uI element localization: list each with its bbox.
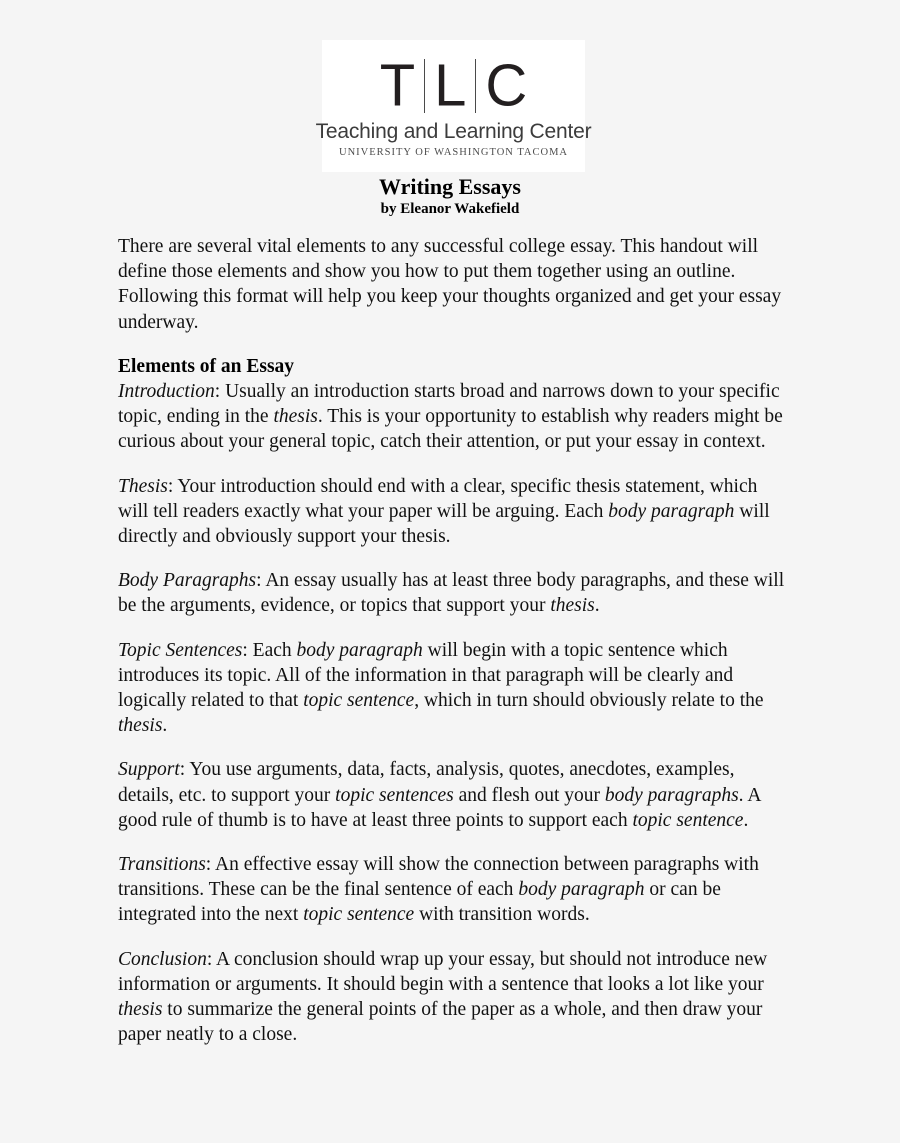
emphasis-thesis: thesis xyxy=(550,595,595,617)
term-conclusion: Conclusion xyxy=(118,948,207,970)
element-paragraph-topic-sentences xyxy=(118,638,788,739)
term-thesis: Thesis xyxy=(118,475,168,497)
author-byline: by Eleanor Wakefield xyxy=(380,201,520,217)
text-part: . xyxy=(594,595,600,617)
emphasis-body-paragraph: body paragraph xyxy=(296,639,423,661)
emphasis-body-paragraphs: body paragraphs xyxy=(604,784,739,806)
tlc-university-subtitle: UNIVERSITY OF WASHINGTON TACOMA xyxy=(339,147,568,158)
emphasis-body-paragraph: body paragraph xyxy=(608,500,735,522)
term-support: Support xyxy=(118,759,180,781)
intro-paragraph: There are several vital elements to any successful college essay. This handout will define those elements and show you how to put them together using an outline. Following this format will help you keep your thoughts organized and get your essay underway. xyxy=(118,236,782,333)
term-transitions: Transitions xyxy=(118,854,206,876)
element-paragraph-introduction xyxy=(118,379,788,455)
text-part: : An effective essay will show the connection between paragraphs with transitions. These can be the final sentence of each xyxy=(118,854,759,901)
element-paragraph-support xyxy=(118,757,788,833)
text-part: : Usually an introduction starts broad and narrows down to your specific topic, ending in the xyxy=(118,381,780,428)
element-paragraph-conclusion xyxy=(118,947,788,1048)
text-part: : A conclusion should wrap up your essay, but should not introduce new information or arguments. It should begin with a sentence that looks a lot like your xyxy=(118,948,768,995)
text-part: , which in turn should obviously relate to the xyxy=(414,690,764,712)
element-paragraph-thesis xyxy=(118,474,788,550)
emphasis-topic-sentence: topic sentence xyxy=(303,904,415,926)
text-part: : Your introduction should end with a clear, specific thesis statement, which will tell readers exactly what your paper will be arguing. Each xyxy=(118,475,758,522)
text-part: or can be integrated into the next xyxy=(118,879,721,926)
text-part: : Each xyxy=(242,639,297,661)
term-body-paragraphs: Body Paragraphs xyxy=(118,570,257,592)
text-part: . xyxy=(743,809,749,831)
text-part: : An essay usually has at least three body paragraphs, and these will be the arguments, evidence, or topics that support your xyxy=(118,570,785,617)
text-part: and flesh out your xyxy=(453,784,605,806)
element-paragraph-transitions xyxy=(118,852,788,928)
term-introduction: Introduction xyxy=(118,381,215,403)
emphasis-topic-sentence: topic sentence xyxy=(303,690,415,712)
text-part: : You use arguments, data, facts, analysis, quotes, anecdotes, examples, details, etc. to support your xyxy=(118,759,735,806)
section-heading-elements: Elements of an Essay xyxy=(118,355,295,377)
document-body xyxy=(118,234,788,1066)
term-topic-sentences: Topic Sentences xyxy=(118,639,243,661)
tlc-letter-l: L xyxy=(434,52,467,119)
text-part: . A good rule of thumb is to have at least three points to support each xyxy=(118,784,761,831)
emphasis-topic-sentences: topic sentences xyxy=(335,784,454,806)
tlc-name: Teaching and Learning Center xyxy=(315,120,592,143)
text-part: will begin with a topic sentence which introduces its topic. All of the information in that paragraph will be clearly and logically related to that xyxy=(118,639,734,712)
text-part: to summarize the general points of the paper as a whole, and then draw your paper neatly to a close. xyxy=(118,999,763,1046)
emphasis-thesis: thesis xyxy=(118,715,163,737)
element-paragraph-body-paragraphs xyxy=(118,568,788,618)
tlc-lettermark xyxy=(371,52,537,119)
page-title: Writing Essays xyxy=(378,174,521,199)
text-part: with transition words. xyxy=(414,904,590,926)
emphasis-topic-sentence: topic sentence xyxy=(632,809,744,831)
tlc-letter-c: C xyxy=(485,52,528,119)
text-part: . This is your opportunity to establish why readers might be curious about your general topic, catch their attention, or put your essay in context. xyxy=(118,406,783,453)
text-part: will directly and obviously support your thesis. xyxy=(118,500,770,548)
emphasis-thesis: thesis xyxy=(273,406,318,428)
emphasis-body-paragraph: body paragraph xyxy=(518,879,645,901)
emphasis-thesis: thesis xyxy=(118,999,163,1021)
tlc-logo xyxy=(315,40,592,172)
tlc-letter-t: T xyxy=(379,52,416,119)
text-part: . xyxy=(162,715,168,737)
